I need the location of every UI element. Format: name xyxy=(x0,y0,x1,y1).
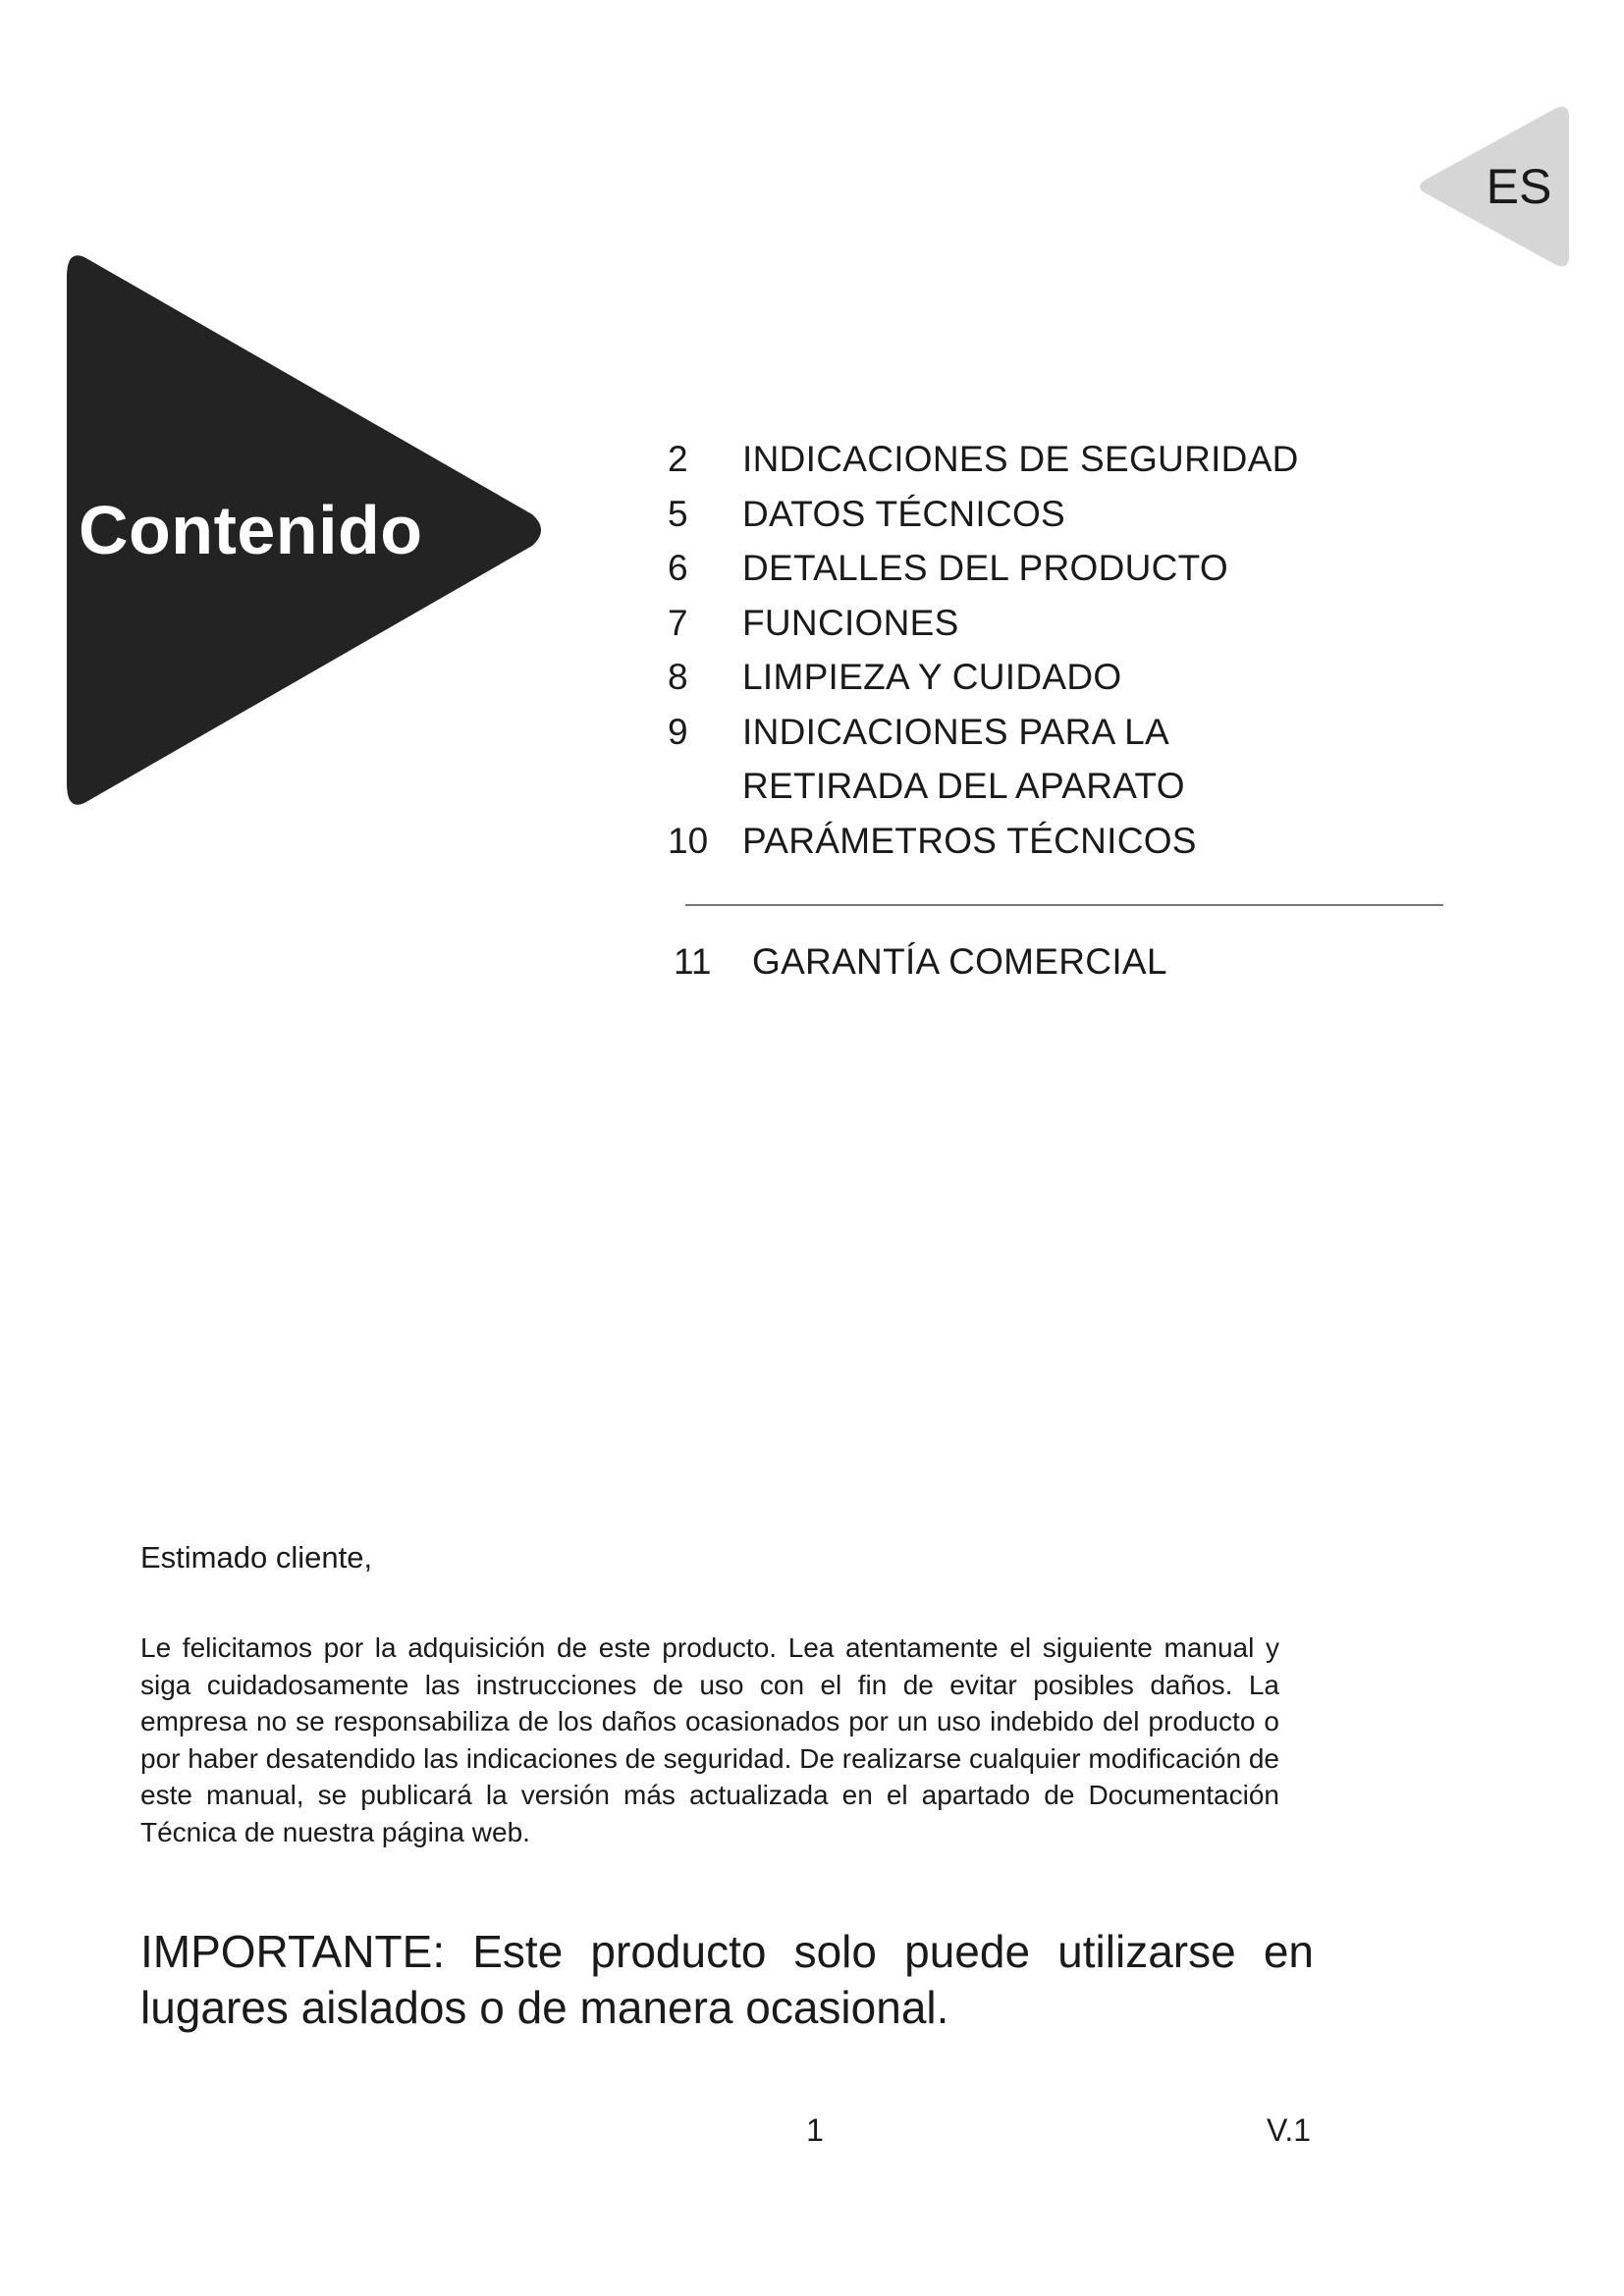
toc-page-number: 7 xyxy=(668,602,688,643)
toc-page-number: 5 xyxy=(668,493,688,534)
toc-title: PARÁMETROS TÉCNICOS xyxy=(742,820,1197,861)
language-tab xyxy=(1414,103,1571,270)
toc-divider xyxy=(685,904,1443,906)
page-title: Contenido xyxy=(79,492,423,568)
toc-title: GARANTÍA COMERCIAL xyxy=(752,941,1167,982)
toc-page-number: 10 xyxy=(668,820,709,861)
toc-page-number: 2 xyxy=(668,439,688,479)
intro-paragraph: Le felicitamos por la adquisición de este producto. Lea atentamente el siguiente manual y siga cuidadosamente las instrucciones de uso con el fin de evitar posibles daños. La empresa no se responsabiliza de los daños ocasionados por un uso indebido del producto o por haber desatendido las indicaciones de seguridad. De realizarse cualquier modificación de este manual, se publicará la versión más actualizada en el apartado de Documentación Técnica de nuestra página web. xyxy=(140,1632,1279,1847)
toc-title: FUNCIONES xyxy=(742,602,959,643)
toc-title: INDICACIONES DE SEGURIDAD xyxy=(742,439,1299,479)
toc-title: DATOS TÉCNICOS xyxy=(742,493,1066,534)
greeting: Estimado cliente, xyxy=(140,1540,373,1575)
page-number: 1 xyxy=(806,2112,824,2148)
toc-title: INDICACIONES PARA LA xyxy=(742,711,1170,752)
contents-hero xyxy=(63,255,554,805)
toc-page-number: 8 xyxy=(668,657,688,697)
toc-page-number: 9 xyxy=(668,711,688,752)
toc-item[interactable] xyxy=(668,814,1473,869)
toc-title: LIMPIEZA Y CUIDADO xyxy=(742,657,1122,697)
toc-item[interactable] xyxy=(668,596,1473,651)
toc-title-multiline xyxy=(742,705,1473,814)
toc-item-warranty[interactable] xyxy=(674,934,1167,989)
toc-item[interactable] xyxy=(668,541,1473,596)
toc-item[interactable] xyxy=(668,432,1473,487)
toc-title-line2: RETIRADA DEL APARATO xyxy=(742,766,1185,806)
toc-title: DETALLES DEL PRODUCTO xyxy=(742,548,1228,588)
version-label: V.1 xyxy=(1267,2112,1312,2148)
toc-page-number: 11 xyxy=(674,941,712,982)
language-label: ES xyxy=(1486,159,1552,214)
table-of-contents xyxy=(668,432,1473,868)
toc-item[interactable] xyxy=(668,705,1473,814)
important-notice: IMPORTANTE: Este producto solo puede utilizarse en lugares aislados o de manera ocasional. xyxy=(140,1926,1314,2033)
toc-item[interactable] xyxy=(668,650,1473,705)
toc-page-number: 6 xyxy=(668,548,688,588)
toc-item[interactable] xyxy=(668,487,1473,542)
